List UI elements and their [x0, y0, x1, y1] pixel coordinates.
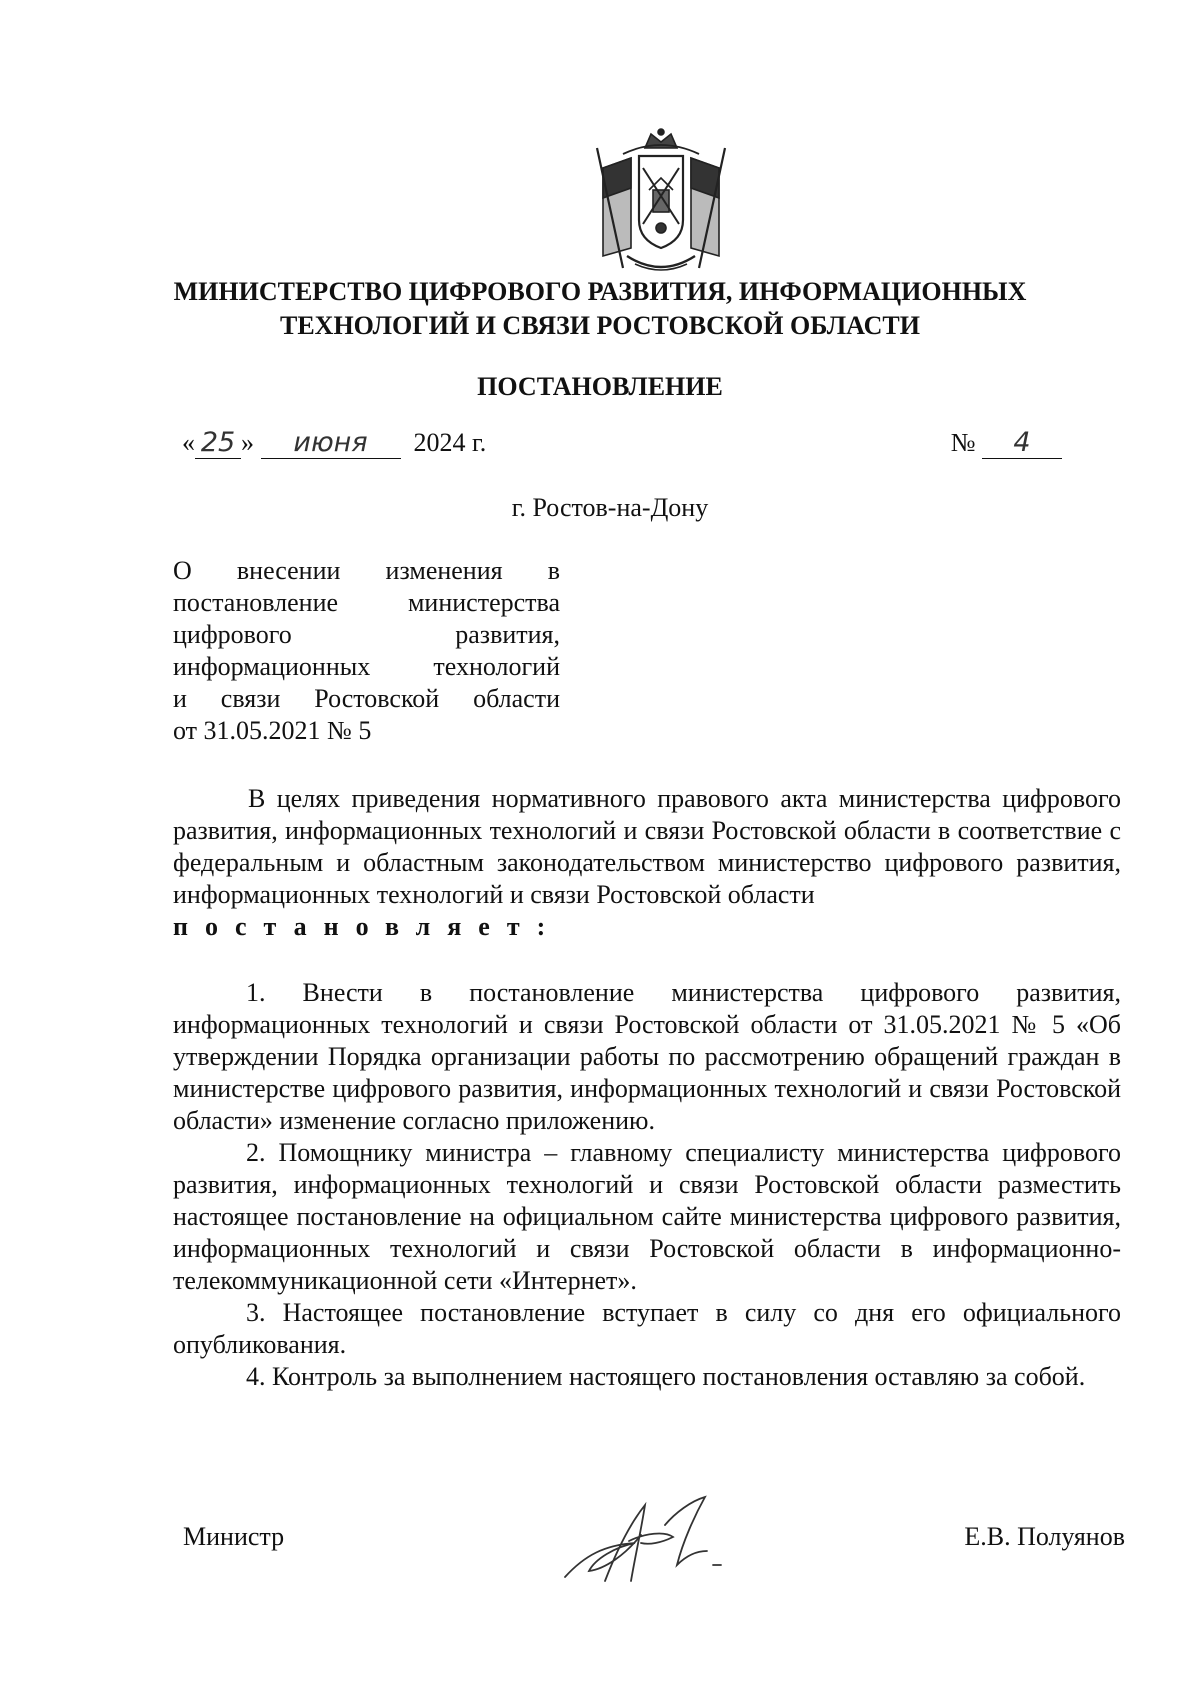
decree-item-3: 3. Настоящее постановление вступает в силу со дня его официального опубликования. — [173, 1298, 1121, 1359]
subject-line: О внесении изменения в — [173, 556, 560, 585]
decree-item-4: 4. Контроль за выполнением настоящего постановления оставляю за собой. — [246, 1362, 1086, 1391]
date-open-quote: « — [182, 428, 195, 457]
decree-item-2: 2. Помощнику министра – главному специалисту министерства цифрового развития, информационных технологий и связи Ростовской области разместить настоящее постановление на официальном сайте министерства цифрового развития, информационных технологий и связи Ростовской области в информационно-телекоммуникационной сети «Интернет». — [173, 1138, 1121, 1295]
document-date — [182, 428, 486, 459]
signature-block — [183, 1510, 1131, 1600]
decree-word: постановляет: — [173, 912, 563, 941]
document-body — [173, 783, 1121, 1393]
subject-line: информационных технологий — [173, 652, 560, 681]
date-day: 25 — [195, 428, 241, 459]
ministry-name-line-1: МИНИСТЕРСТВО ЦИФРОВОГО РАЗВИТИЯ, ИНФОРМАЦИОННЫХ — [173, 277, 1027, 306]
city: г. Ростов-на-Дону — [511, 493, 709, 522]
date-number-line — [182, 428, 1062, 468]
signatory-name: Е.В. Полуянов — [964, 1522, 1125, 1551]
number-value: 4 — [982, 428, 1062, 459]
document-type: ПОСТАНОВЛЕНИЕ — [477, 372, 723, 401]
number-label: № — [950, 428, 976, 457]
date-year: 2024 г. — [413, 428, 487, 457]
signatory-title: Министр — [183, 1522, 285, 1551]
subject-line: и связи Ростовской области — [173, 684, 560, 713]
document-subject — [173, 555, 560, 747]
preamble: В целях приведения нормативного правового акта министерства цифрового развития, информационных технологий и связи Ростовской области в соответствие с федеральным и областным законодательством министерство цифрового развития, информационных технологий и связи Ростовской области — [173, 784, 1121, 909]
coat-of-arms-icon — [583, 128, 739, 280]
date-month: июня — [261, 428, 401, 459]
subject-line: от 31.05.2021 № 5 — [173, 716, 372, 745]
decree-item-1: 1. Внести в постановление министерства цифрового развития, информационных технологий и связи Ростовской области от 31.05.2021 № 5 «Об утверждении Порядка организации работы по рассмотрению обращений граждан в министерстве цифрового развития, информационных технологий и связи Ростовской области» изменение согласно приложению. — [173, 978, 1121, 1135]
document-number — [951, 428, 1062, 459]
subject-line: постановление министерства — [173, 588, 560, 617]
subject-line: цифрового развития, — [173, 620, 560, 649]
ministry-name-line-2: ТЕХНОЛОГИЙ И СВЯЗИ РОСТОВСКОЙ ОБЛАСТИ — [280, 311, 920, 340]
date-close-quote: » — [241, 428, 254, 457]
handwritten-signature-icon — [545, 1485, 735, 1595]
ministry-name — [140, 275, 1060, 343]
